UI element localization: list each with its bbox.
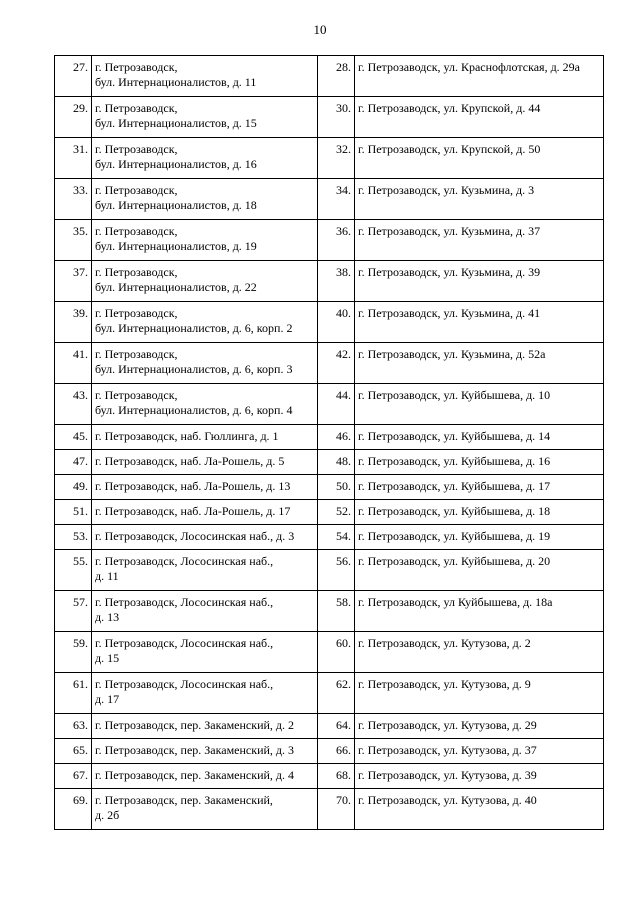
row-number-left: 49. xyxy=(55,475,92,500)
row-number-right: 68. xyxy=(318,764,355,789)
address-line: бул. Интернационалистов, д. 15 xyxy=(95,116,257,130)
address-right xyxy=(355,714,604,739)
address-line: бул. Интернационалистов, д. 6, корп. 3 xyxy=(95,362,293,376)
address-line: г. Петрозаводск, ул. Крупской, д. 44 xyxy=(358,101,541,115)
address-left xyxy=(92,138,318,179)
address-line: д. 11 xyxy=(95,569,119,583)
address-left xyxy=(92,425,318,450)
address-line: г. Петрозаводск, наб. Ла-Рошель, д. 17 xyxy=(95,504,291,518)
table-row xyxy=(55,343,604,384)
row-number-left: 57. xyxy=(55,591,92,632)
table-row xyxy=(55,591,604,632)
address-line: г. Петрозаводск, ул. Краснофлотская, д. 29а xyxy=(358,60,581,74)
address-line: г. Петрозаводск, xyxy=(95,224,178,238)
row-number-right: 52. xyxy=(318,500,355,525)
address-right xyxy=(355,450,604,475)
row-number-right: 54. xyxy=(318,525,355,550)
address-left xyxy=(92,673,318,714)
address-left xyxy=(92,384,318,425)
row-number-right: 34. xyxy=(318,179,355,220)
address-line: бул. Интернационалистов, д. 6, корп. 2 xyxy=(95,321,293,335)
row-number-right: 36. xyxy=(318,220,355,261)
address-right xyxy=(355,261,604,302)
row-number-left: 37. xyxy=(55,261,92,302)
address-line: г. Петрозаводск, пер. Закаменский, д. 3 xyxy=(95,743,295,757)
row-number-left: 65. xyxy=(55,739,92,764)
table-row xyxy=(55,714,604,739)
address-left xyxy=(92,179,318,220)
address-right xyxy=(355,384,604,425)
address-right xyxy=(355,425,604,450)
address-line: г. Петрозаводск, ул. Кутузова, д. 9 xyxy=(358,677,531,691)
address-line: г. Петрозаводск, ул. Кутузова, д. 2 xyxy=(358,636,531,650)
row-number-right: 40. xyxy=(318,302,355,343)
address-line: г. Петрозаводск, xyxy=(95,265,178,279)
row-number-right: 28. xyxy=(318,56,355,97)
address-line: г. Петрозаводск, ул. Куйбышева, д. 17 xyxy=(358,479,551,493)
address-right xyxy=(355,97,604,138)
address-line: г. Петрозаводск, ул. Куйбышева, д. 14 xyxy=(358,429,551,443)
address-line: д. 2б xyxy=(95,808,120,822)
address-right xyxy=(355,764,604,789)
table-row xyxy=(55,500,604,525)
address-table xyxy=(54,55,604,830)
row-number-right: 32. xyxy=(318,138,355,179)
row-number-left: 31. xyxy=(55,138,92,179)
row-number-right: 38. xyxy=(318,261,355,302)
row-number-right: 64. xyxy=(318,714,355,739)
row-number-left: 53. xyxy=(55,525,92,550)
address-line: д. 13 xyxy=(95,610,120,624)
address-right xyxy=(355,550,604,591)
row-number-right: 30. xyxy=(318,97,355,138)
address-line: г. Петрозаводск, пер. Закаменский, д. 4 xyxy=(95,768,295,782)
address-right xyxy=(355,475,604,500)
address-line: бул. Интернационалистов, д. 11 xyxy=(95,75,257,89)
address-left xyxy=(92,714,318,739)
row-number-left: 43. xyxy=(55,384,92,425)
address-line: г. Петрозаводск, xyxy=(95,60,178,74)
table-row xyxy=(55,179,604,220)
table-row xyxy=(55,739,604,764)
address-right xyxy=(355,179,604,220)
row-number-left: 55. xyxy=(55,550,92,591)
row-number-right: 42. xyxy=(318,343,355,384)
row-number-left: 27. xyxy=(55,56,92,97)
page-number: 10 xyxy=(313,22,327,37)
address-right xyxy=(355,343,604,384)
address-right xyxy=(355,56,604,97)
row-number-right: 62. xyxy=(318,673,355,714)
address-line: д. 15 xyxy=(95,651,120,665)
row-number-right: 66. xyxy=(318,739,355,764)
address-line: г. Петрозаводск, ул. Куйбышева, д. 16 xyxy=(358,454,551,468)
table-row xyxy=(55,138,604,179)
address-left xyxy=(92,56,318,97)
address-line: г. Петрозаводск, ул. Кутузова, д. 37 xyxy=(358,743,537,757)
address-line: г. Петрозаводск, xyxy=(95,142,178,156)
table-row xyxy=(55,56,604,97)
table-row xyxy=(55,425,604,450)
address-right xyxy=(355,591,604,632)
address-left xyxy=(92,220,318,261)
address-line: г. Петрозаводск, xyxy=(95,347,178,361)
address-line: бул. Интернационалистов, д. 16 xyxy=(95,157,257,171)
row-number-left: 41. xyxy=(55,343,92,384)
row-number-right: 56. xyxy=(318,550,355,591)
row-number-left: 29. xyxy=(55,97,92,138)
address-line: г. Петрозаводск, ул. Кузьмина, д. 39 xyxy=(358,265,541,279)
row-number-right: 58. xyxy=(318,591,355,632)
address-line: д. 17 xyxy=(95,692,120,706)
row-number-right: 44. xyxy=(318,384,355,425)
address-left xyxy=(92,343,318,384)
address-right xyxy=(355,789,604,830)
row-number-right: 48. xyxy=(318,450,355,475)
row-number-left: 33. xyxy=(55,179,92,220)
table-row xyxy=(55,525,604,550)
table-row xyxy=(55,261,604,302)
address-line: г. Петрозаводск, пер. Закаменский, xyxy=(95,793,273,807)
address-line: бул. Интернационалистов, д. 6, корп. 4 xyxy=(95,403,293,417)
row-number-right: 46. xyxy=(318,425,355,450)
address-right xyxy=(355,673,604,714)
address-right xyxy=(355,302,604,343)
address-line: бул. Интернационалистов, д. 19 xyxy=(95,239,257,253)
address-left xyxy=(92,302,318,343)
address-line: г. Петрозаводск, ул. Кутузова, д. 29 xyxy=(358,718,537,732)
address-right xyxy=(355,632,604,673)
table-row xyxy=(55,789,604,830)
address-table-body xyxy=(55,56,604,830)
row-number-left: 67. xyxy=(55,764,92,789)
address-line: г. Петрозаводск, ул. Кузьмина, д. 41 xyxy=(358,306,541,320)
address-line: г. Петрозаводск, ул. Куйбышева, д. 10 xyxy=(358,388,551,402)
address-line: г. Петрозаводск, ул. Кузьмина, д. 52а xyxy=(358,347,546,361)
address-line: бул. Интернационалистов, д. 22 xyxy=(95,280,257,294)
address-line: г. Петрозаводск, ул Куйбышева, д. 18а xyxy=(358,595,553,609)
row-number-left: 45. xyxy=(55,425,92,450)
address-line: г. Петрозаводск, наб. Ла-Рошель, д. 13 xyxy=(95,479,291,493)
address-left xyxy=(92,789,318,830)
address-line: г. Петрозаводск, ул. Крупской, д. 50 xyxy=(358,142,541,156)
row-number-left: 59. xyxy=(55,632,92,673)
address-line: г. Петрозаводск, ул. Кутузова, д. 40 xyxy=(358,793,537,807)
table-row xyxy=(55,302,604,343)
address-left xyxy=(92,475,318,500)
row-number-right: 70. xyxy=(318,789,355,830)
address-left xyxy=(92,591,318,632)
address-left xyxy=(92,97,318,138)
row-number-left: 63. xyxy=(55,714,92,739)
address-line: г. Петрозаводск, ул. Кузьмина, д. 37 xyxy=(358,224,541,238)
address-line: бул. Интернационалистов, д. 18 xyxy=(95,198,257,212)
address-left xyxy=(92,450,318,475)
row-number-right: 60. xyxy=(318,632,355,673)
row-number-left: 47. xyxy=(55,450,92,475)
address-line: г. Петрозаводск, ул. Кузьмина, д. 3 xyxy=(358,183,535,197)
table-row xyxy=(55,220,604,261)
row-number-left: 39. xyxy=(55,302,92,343)
address-line: г. Петрозаводск, ул. Кутузова, д. 39 xyxy=(358,768,537,782)
address-right xyxy=(355,138,604,179)
address-line: г. Петрозаводск, xyxy=(95,388,178,402)
row-number-right: 50. xyxy=(318,475,355,500)
table-row xyxy=(55,450,604,475)
address-line: г. Петрозаводск, Лососинская наб., xyxy=(95,677,274,691)
table-row xyxy=(55,97,604,138)
address-left xyxy=(92,525,318,550)
row-number-left: 35. xyxy=(55,220,92,261)
address-line: г. Петрозаводск, xyxy=(95,101,178,115)
address-line: г. Петрозаводск, пер. Закаменский, д. 2 xyxy=(95,718,295,732)
address-line: г. Петрозаводск, наб. Ла-Рошель, д. 5 xyxy=(95,454,285,468)
address-line: г. Петрозаводск, xyxy=(95,306,178,320)
address-right xyxy=(355,220,604,261)
address-line: г. Петрозаводск, ул. Куйбышева, д. 18 xyxy=(358,504,551,518)
table-row xyxy=(55,475,604,500)
address-line: г. Петрозаводск, Лососинская наб., д. 3 xyxy=(95,529,295,543)
address-line: г. Петрозаводск, Лососинская наб., xyxy=(95,636,274,650)
address-left xyxy=(92,764,318,789)
table-row xyxy=(55,673,604,714)
address-left xyxy=(92,261,318,302)
address-line: г. Петрозаводск, ул. Куйбышева, д. 20 xyxy=(358,554,551,568)
address-left xyxy=(92,739,318,764)
address-left xyxy=(92,632,318,673)
row-number-left: 61. xyxy=(55,673,92,714)
table-row xyxy=(55,764,604,789)
address-line: г. Петрозаводск, наб. Гюллинга, д. 1 xyxy=(95,429,279,443)
row-number-left: 51. xyxy=(55,500,92,525)
address-right xyxy=(355,525,604,550)
row-number-left: 69. xyxy=(55,789,92,830)
address-left xyxy=(92,550,318,591)
address-right xyxy=(355,739,604,764)
table-row xyxy=(55,550,604,591)
address-line: г. Петрозаводск, ул. Куйбышева, д. 19 xyxy=(358,529,551,543)
table-row xyxy=(55,632,604,673)
table-row xyxy=(55,384,604,425)
address-left xyxy=(92,500,318,525)
address-line: г. Петрозаводск, Лососинская наб., xyxy=(95,554,274,568)
address-line: г. Петрозаводск, Лососинская наб., xyxy=(95,595,274,609)
address-line: г. Петрозаводск, xyxy=(95,183,178,197)
address-right xyxy=(355,500,604,525)
